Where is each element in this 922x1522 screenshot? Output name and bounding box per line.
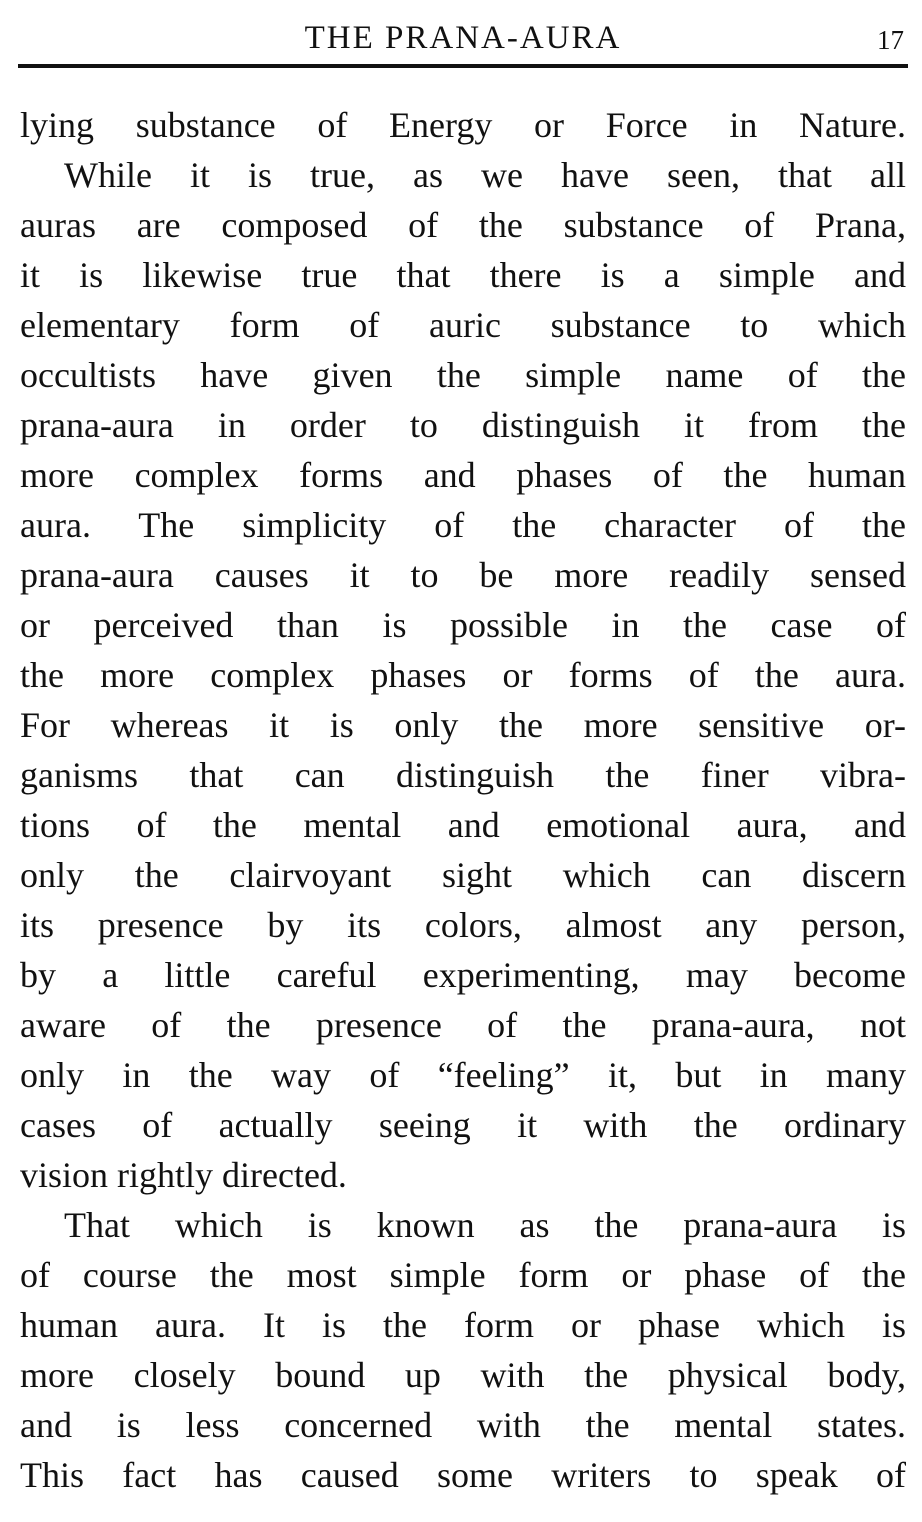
text-line: tions of the mental and emotional aura, and — [20, 805, 906, 845]
text-line: only the clairvoyant sight which can discern — [20, 855, 906, 895]
body-text — [20, 100, 906, 1500]
text-line: more complex forms and phases of the human — [20, 455, 906, 495]
text-line: aware of the presence of the prana-aura, not — [20, 1005, 906, 1045]
text-line: it is likewise true that there is a simple and — [20, 255, 906, 295]
page-header — [18, 14, 908, 66]
text-line: and is less concerned with the mental states. — [20, 1405, 906, 1445]
text-line: or perceived than is possible in the case of — [20, 605, 906, 645]
text-line: more closely bound up with the physical body, — [20, 1355, 906, 1395]
header-rule — [18, 64, 908, 68]
page-number: 17 — [877, 25, 904, 55]
text-line: prana-aura in order to distinguish it from the — [20, 405, 906, 445]
text-line: auras are composed of the substance of Prana, — [20, 205, 906, 245]
text-line-paragraph-end: vision rightly directed. — [20, 1155, 347, 1195]
text-line: human aura. It is the form or phase which is — [20, 1305, 906, 1345]
text-line: aura. The simplicity of the character of the — [20, 505, 906, 545]
text-line: For whereas it is only the more sensitive or- — [20, 705, 906, 745]
text-line: cases of actually seeing it with the ordinary — [20, 1105, 906, 1145]
text-line: of course the most simple form or phase of the — [20, 1255, 906, 1295]
text-line: its presence by its colors, almost any person, — [20, 905, 906, 945]
text-line: the more complex phases or forms of the aura. — [20, 655, 906, 695]
text-line-paragraph-start: That which is known as the prana-aura is — [64, 1205, 906, 1245]
text-line: lying substance of Energy or Force in Nature. — [20, 105, 906, 145]
text-line: occultists have given the simple name of the — [20, 355, 906, 395]
text-line: by a little careful experimenting, may become — [20, 955, 906, 995]
text-line: elementary form of auric substance to which — [20, 305, 906, 345]
text-line-paragraph-start: While it is true, as we have seen, that all — [64, 155, 906, 195]
text-line: only in the way of “feeling” it, but in many — [20, 1055, 906, 1095]
text-line: prana-aura causes it to be more readily sensed — [20, 555, 906, 595]
text-line: ganisms that can distinguish the finer vibra- — [20, 755, 906, 795]
text-line: This fact has caused some writers to speak of — [20, 1455, 906, 1495]
running-title: THE PRANA-AURA — [304, 20, 622, 56]
